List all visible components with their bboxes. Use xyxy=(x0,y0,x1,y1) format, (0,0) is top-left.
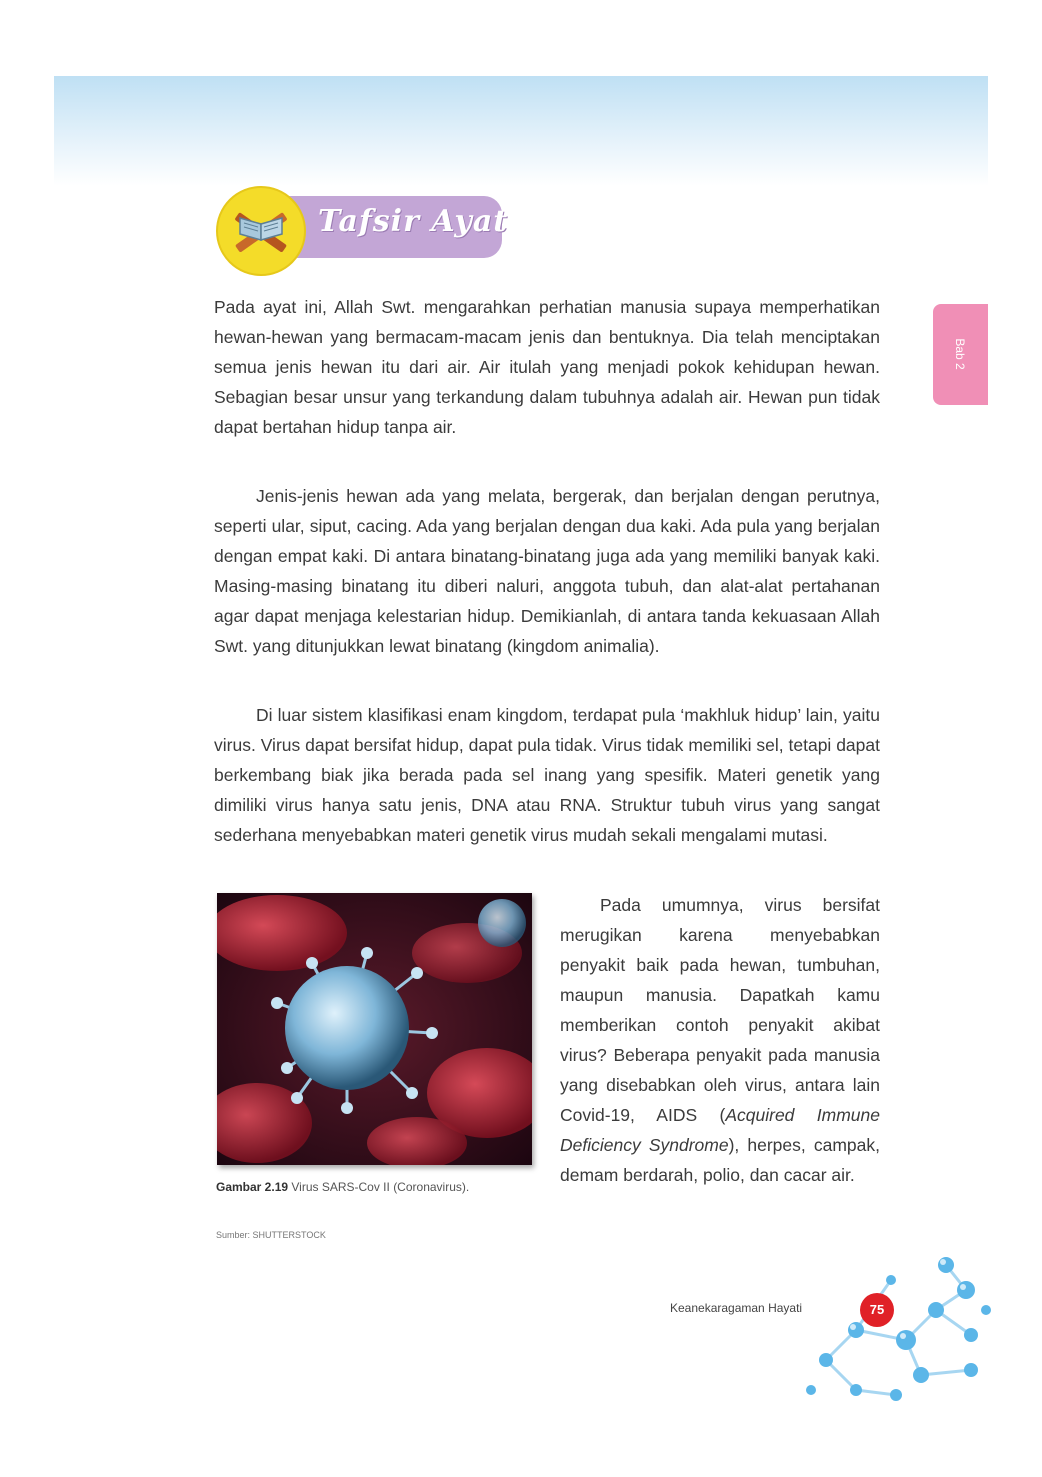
paragraph-4-italic-term: Acquired Immune Deficiency Syndrome xyxy=(560,1105,880,1155)
top-gradient-band xyxy=(54,76,988,186)
paragraph-4 xyxy=(560,890,880,1190)
figure-caption xyxy=(216,1178,476,1196)
figure-caption-text: Virus SARS-Cov II (Coronavirus). xyxy=(288,1180,470,1194)
page-number-badge: 75 xyxy=(860,1293,894,1327)
chapter-side-tab xyxy=(933,304,988,405)
chapter-tab-label: Bab 2 xyxy=(953,338,967,370)
book-stand-icon xyxy=(216,186,306,276)
paragraph-4-text: Pada umumnya, virus bersifat merugikan karena menyebabkan penyakit baik pada hewan, tumbuhan, maupun manusia. Dapatkah kamu memberikan contoh penyakit akibat virus? Beberapa penyakit pada manusia yang disebabkan oleh virus, antara lain Covid-19, AIDS ( xyxy=(560,895,880,1125)
molecule-decoration xyxy=(796,1250,996,1410)
figure-caption-label: Gambar 2.19 xyxy=(216,1180,289,1194)
coronavirus-illustration xyxy=(217,893,532,1165)
paragraph-2: Jenis-jenis hewan ada yang melata, bergerak, dan berjalan dengan perutnya, seperti ular, siput, cacing. Ada yang berjalan dengan dua kaki. Ada pula yang berjalan dengan empat kaki. Di antara binatang-binatang juga ada yang memiliki banyak kaki. Masing-masing binatang itu diberi naluri, anggota tubuh, dan alat-alat pertahanan agar dapat menjaga kelestarian hidup. Demikianlah, di antara tanda kekuasaan Allah Swt. yang ditunjukkan lewat binatang (kingdom animalia). xyxy=(214,486,880,656)
figure-source: Sumber: SHUTTERSTOCK xyxy=(216,1230,326,1240)
section-title: Tafsir Ayat xyxy=(318,204,509,239)
paragraph-3: Di luar sistem klasifikasi enam kingdom, terdapat pula ‘makhluk hidup’ lain, yaitu virus. Virus dapat bersifat hidup, dapat pula tidak. Virus tidak memiliki sel, tetapi dapat berkembang biak jika berada pada sel inang yang spesifik. Materi genetik yang dimiliki virus hanya satu jenis, DNA atau RNA. Struktur tubuh virus yang sangat sederhana menyebabkan materi genetik virus mudah sekali mengalami mutasi. xyxy=(214,705,880,845)
paragraph-1: Pada ayat ini, Allah Swt. mengarahkan perhatian manusia supaya memperhatikan hewan-hewan yang bermacam-macam jenis dan bentuknya. Dia telah menciptakan semua jenis hewan itu dari air. Air itulah yang menjadi pokok kehidupan hewan. Sebagian besar unsur yang terkandung dalam tubuhnya adalah air. Hewan pun tidak dapat bertahan hidup tanpa air. xyxy=(214,297,880,437)
paragraph-4-text-end: ), herpes, campak, demam berdarah, polio, dan cacar air. xyxy=(560,1135,880,1185)
section-header xyxy=(216,186,516,272)
footer-chapter-title: Keanekaragaman Hayati xyxy=(670,1301,803,1315)
